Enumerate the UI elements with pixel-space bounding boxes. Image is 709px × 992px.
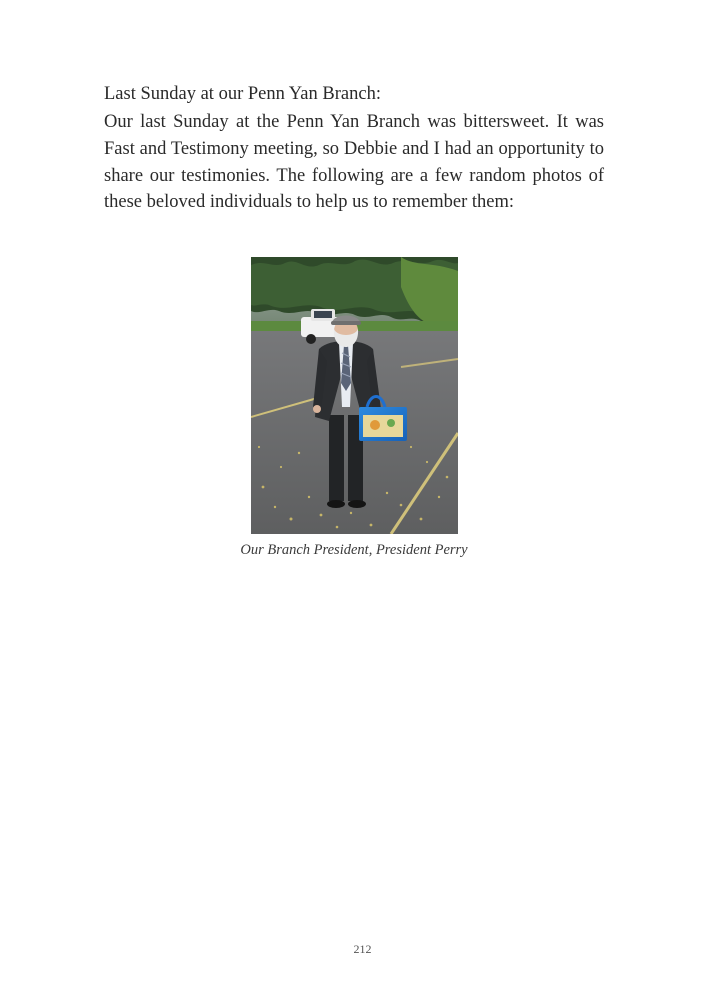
section-heading: Last Sunday at our Penn Yan Branch: xyxy=(104,84,381,104)
body-paragraph: Our last Sunday at the Penn Yan Branch was bittersweet. It was Fast and Testimony meeting, so Debbie and I had an opportunity to share our testimonies. The following are a few random photos of these beloved individuals to help us to remember them: xyxy=(104,112,604,213)
photo-caption: Our Branch President, President Perry xyxy=(240,542,468,558)
branch-president-photo xyxy=(251,257,458,534)
page-number: 212 xyxy=(353,942,372,956)
